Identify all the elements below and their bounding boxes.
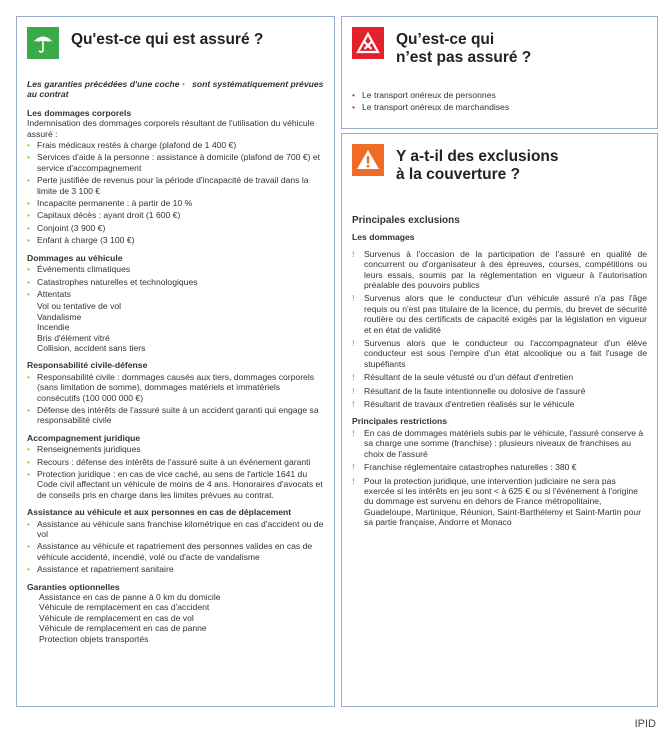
list-item	[352, 90, 647, 100]
insured-section	[27, 108, 324, 246]
list-item-text: Survenus alors que le conducteur ou l'accompagnateur d'un élève conducteur est sous l'empire d'un état alcoolique ou a fait l'usage de stupéfiants	[364, 338, 647, 369]
bullet-icon: !	[352, 399, 355, 410]
bullet-icon: •	[27, 140, 31, 151]
list-item-text: Incendie	[37, 322, 70, 333]
footer-label: IPID	[634, 718, 656, 730]
list-item-text: Bris d'élément vitré	[37, 332, 110, 343]
bullet-icon: !	[352, 462, 355, 473]
bullet-icon: •	[27, 469, 31, 479]
section-list	[27, 264, 324, 353]
bullet-icon: •	[27, 276, 31, 287]
exclusions-title	[396, 148, 559, 184]
list-item	[352, 372, 647, 382]
insured-section	[27, 253, 324, 354]
bullet-icon: !	[352, 338, 355, 349]
not-insured-title	[396, 31, 531, 67]
list-item	[27, 333, 324, 343]
list-item-text: Protection juridique : en cas de vice caché, au sens de l'article 1641 du Code civil affectant un véhicule de moins de 4 ans. Honoraires d'avocats et de conseils pris en charge dans les limites prévues au contrat.	[37, 469, 323, 500]
insured-section	[27, 433, 324, 500]
list-item-text: Survenus à l'occasion de la participation de l'assuré en qualité de concurrent ou d'organisateur à des épreuves, courses, compétitions ou leurs essais, soumis par la réglementation en vigueur à l'autorisation préalable des pouvoirs publics	[364, 248, 647, 291]
umbrella-icon	[27, 27, 59, 59]
list-item	[27, 223, 324, 233]
list-item-text: Véhicule de remplacement en cas de vol	[39, 612, 194, 623]
warning-icon	[352, 144, 384, 176]
not-insured-list	[352, 90, 647, 113]
list-item-text: Le transport onéreux de personnes	[362, 90, 496, 100]
list-item	[27, 264, 324, 274]
list-item-text: Protection objets transportés	[39, 633, 149, 644]
list-item-text: Collision, accident sans tiers	[37, 342, 146, 353]
list-item-text: Véhicule de remplacement en cas de panne	[39, 623, 207, 634]
exclusions-list	[352, 249, 647, 410]
title-line-2: n’est pas assuré ?	[396, 49, 532, 66]
list-item-text: Résultant de travaux d'entretien réalisés sur le véhicule	[364, 399, 575, 410]
list-item-text: Renseignements juridiques	[37, 444, 141, 455]
list-item	[27, 210, 324, 220]
bullet-icon: •	[27, 404, 31, 415]
list-item-text: Recours : défense des intérêts de l'assuré suite à un événement garanti	[37, 456, 311, 467]
restrictions-list	[352, 428, 647, 528]
bullet-icon: •	[27, 564, 31, 575]
list-item-text: Incapacite permanente : à partir de 10 %	[37, 198, 193, 209]
section-list	[27, 372, 324, 426]
exclusions-heading: Principales exclusions	[352, 215, 460, 226]
list-item	[352, 338, 647, 369]
list-item	[27, 457, 324, 467]
section-heading: Responsabilité civile-défense	[27, 360, 148, 371]
insured-section	[27, 360, 324, 425]
exclusions-subheading: Les dommages	[352, 232, 415, 243]
insured-header	[27, 27, 324, 69]
exclusions-panel	[341, 133, 658, 707]
bullet-icon: •	[27, 288, 31, 299]
list-item-text: Vol ou tentative de vol	[37, 301, 122, 312]
list-item	[27, 198, 324, 208]
list-item-text: Pour la protection juridique, une intervention judiciaire ne sera pas exercée si les intérêts en jeu sont < à 625 € ou si l'événement à l'origine du dommage est survenu en dehors de France métropolitaine, Guadeloupe, Martinique, Réunion, Saint-Barthélemy et Saint-Martin pour sa partie française, Andorre et Monaco	[364, 475, 642, 528]
bullet-icon: •	[27, 264, 31, 275]
list-item-text: Capitaux décès : ayant droit (1 600 €)	[37, 210, 181, 221]
section-list	[27, 444, 324, 500]
list-item-text: Assistance et rapatriement sanitaire	[37, 564, 174, 575]
list-item	[27, 175, 324, 196]
bullet-icon: !	[352, 475, 355, 486]
bullet-icon: •	[27, 198, 31, 209]
list-item	[27, 444, 324, 454]
bullet-icon: •	[352, 90, 356, 100]
list-item	[27, 140, 324, 150]
insured-panel	[16, 16, 335, 707]
section-heading: Assistance au véhicule et aux personnes en cas de déplacement	[27, 507, 292, 518]
list-item-text: Événements climatiques	[37, 264, 131, 275]
title-line-1: Y a-t-il des exclusions	[396, 148, 559, 165]
list-item-text: Véhicule de remplacement en cas d'accident	[39, 602, 210, 613]
list-item	[352, 428, 647, 459]
bullet-icon: •	[27, 152, 31, 163]
list-item-text: Le transport onéreux de marchandises	[362, 102, 510, 113]
list-item-text: Services d'aide à la personne : assistance à domicile (plafond de 700 €) et service d'accompagnement	[37, 152, 321, 173]
list-item-text: Assistance au véhicule et rapatriement des personnes valides en cas de véhicule accidenté, incendié, volé ou d'acte de vandalisme	[37, 541, 313, 562]
not-insured-header	[352, 27, 647, 89]
list-item	[27, 519, 324, 540]
list-item	[27, 301, 324, 311]
list-item-text: Conjoint (3 900 €)	[37, 222, 106, 233]
bullet-icon: •	[27, 371, 31, 382]
not-insured-panel	[341, 16, 658, 129]
title-line-1: Qu’est-ce qui	[396, 31, 495, 48]
list-item-text: Enfant à charge (3 100 €)	[37, 235, 135, 246]
section-list	[27, 140, 324, 246]
list-item-text: Franchise réglementaire catastrophes naturelles : 380 €	[364, 462, 577, 473]
list-item	[27, 469, 324, 500]
section-list	[27, 519, 324, 575]
bullet-icon: •	[27, 222, 31, 233]
bullet-icon: !	[352, 385, 355, 396]
list-item-text: Attentats	[37, 288, 71, 299]
insured-section	[27, 507, 324, 574]
list-item-text: Frais médicaux restés à charge (plafond de 1 400 €)	[37, 140, 237, 151]
list-item	[27, 235, 324, 245]
list-item	[352, 386, 647, 396]
list-item	[27, 564, 324, 574]
bullet-icon: !	[352, 248, 355, 259]
list-item	[352, 462, 647, 472]
list-item	[27, 277, 324, 287]
list-item-text: Défense des intérêts de l'assuré suite à un accident garanti qui engage sa responsabilité civile	[37, 404, 319, 426]
list-item	[27, 613, 324, 623]
list-item	[27, 372, 324, 403]
list-item	[27, 623, 324, 633]
list-item	[27, 602, 324, 612]
list-item	[27, 541, 324, 562]
section-heading: Accompagnement juridique	[27, 432, 141, 443]
list-item-text: Vandalisme	[37, 311, 82, 322]
list-item	[352, 293, 647, 335]
insured-title: Qu'est-ce qui est assuré ?	[71, 31, 264, 48]
list-item	[27, 634, 324, 644]
list-item-text: Assistance au véhicule sans franchise kilométrique en cas d'accident ou de vol	[37, 518, 324, 540]
bullet-icon: •	[27, 456, 31, 467]
list-item-text: En cas de dommages matériels subis par le véhicule, l'assuré conserve à sa charge une somme (franchise) : plusieurs niveaux de franchises au choix de l'assuré	[364, 427, 644, 459]
bullet-icon: !	[352, 372, 355, 383]
list-item	[352, 249, 647, 291]
list-item	[27, 289, 324, 299]
list-item-text: Résultant de la faute intentionnelle ou dolosive de l'assuré	[364, 385, 586, 396]
bullet-icon: •	[27, 175, 31, 186]
bullet-icon: •	[352, 102, 356, 113]
bullet-icon: •	[27, 444, 31, 455]
bullet-icon: •	[27, 518, 31, 529]
list-item	[27, 312, 324, 322]
list-item-text: Résultant de la seule vétusté ou d'un défaut d'entretien	[364, 372, 574, 383]
list-item-text: Survenus alors que le conducteur d'un véhicule assuré n'a pas l'âge requis ou n'est pas titulaire de la licence, du permis, du brevet de sécurité routière ou des certificats de capacité exigés par la législation en vigueur et en état de validité	[364, 293, 647, 335]
cross-triangle-icon	[352, 27, 384, 59]
list-item	[27, 152, 324, 173]
section-heading: Garanties optionnelles	[27, 581, 120, 592]
insured-intro	[27, 79, 324, 100]
list-item	[352, 102, 647, 112]
list-item-text: Responsabilité civile : dommages causés aux tiers, dommages corporels (sans limitation de somme), dommages matériels et immatériels consécutifs (100 000 000 €)	[37, 371, 315, 403]
list-item-text: Catastrophes naturelles et technologiques	[37, 276, 198, 287]
list-item-text: Assistance en cas de panne à 0 km du domicile	[39, 592, 221, 603]
list-item	[27, 343, 324, 353]
list-item	[27, 592, 324, 602]
section-heading: Dommages au véhicule	[27, 252, 123, 263]
exclusions-header	[352, 144, 647, 206]
bullet-icon: !	[352, 293, 355, 304]
insured-section	[27, 582, 324, 644]
section-list	[27, 592, 324, 644]
list-item	[27, 322, 324, 332]
title-line-2: à la couverture ?	[396, 166, 521, 183]
list-item	[352, 399, 647, 409]
section-heading: Les dommages corporels	[27, 107, 132, 118]
check-bullet-icon: •	[181, 79, 185, 89]
intro-text-a: Les garanties précédées d'une coche	[27, 79, 180, 89]
bullet-icon: !	[352, 427, 355, 438]
list-item	[352, 476, 647, 528]
list-item-text: Perte justifiée de revenus pour la période d'incapacité de travail dans la limite de 3 100 €	[37, 175, 309, 196]
restrictions-heading: Principales restrictions	[352, 415, 448, 426]
bullet-icon: •	[27, 210, 31, 221]
intro-text-b: sont systématiquement prévues au contrat	[27, 79, 324, 100]
insured-sections	[27, 108, 324, 644]
bullet-icon: •	[27, 541, 31, 552]
bullet-icon: •	[27, 235, 31, 246]
list-item	[27, 405, 324, 426]
section-text: Indemnisation des dommages corporels résultant de l'utilisation du véhicule assuré :	[27, 118, 315, 139]
